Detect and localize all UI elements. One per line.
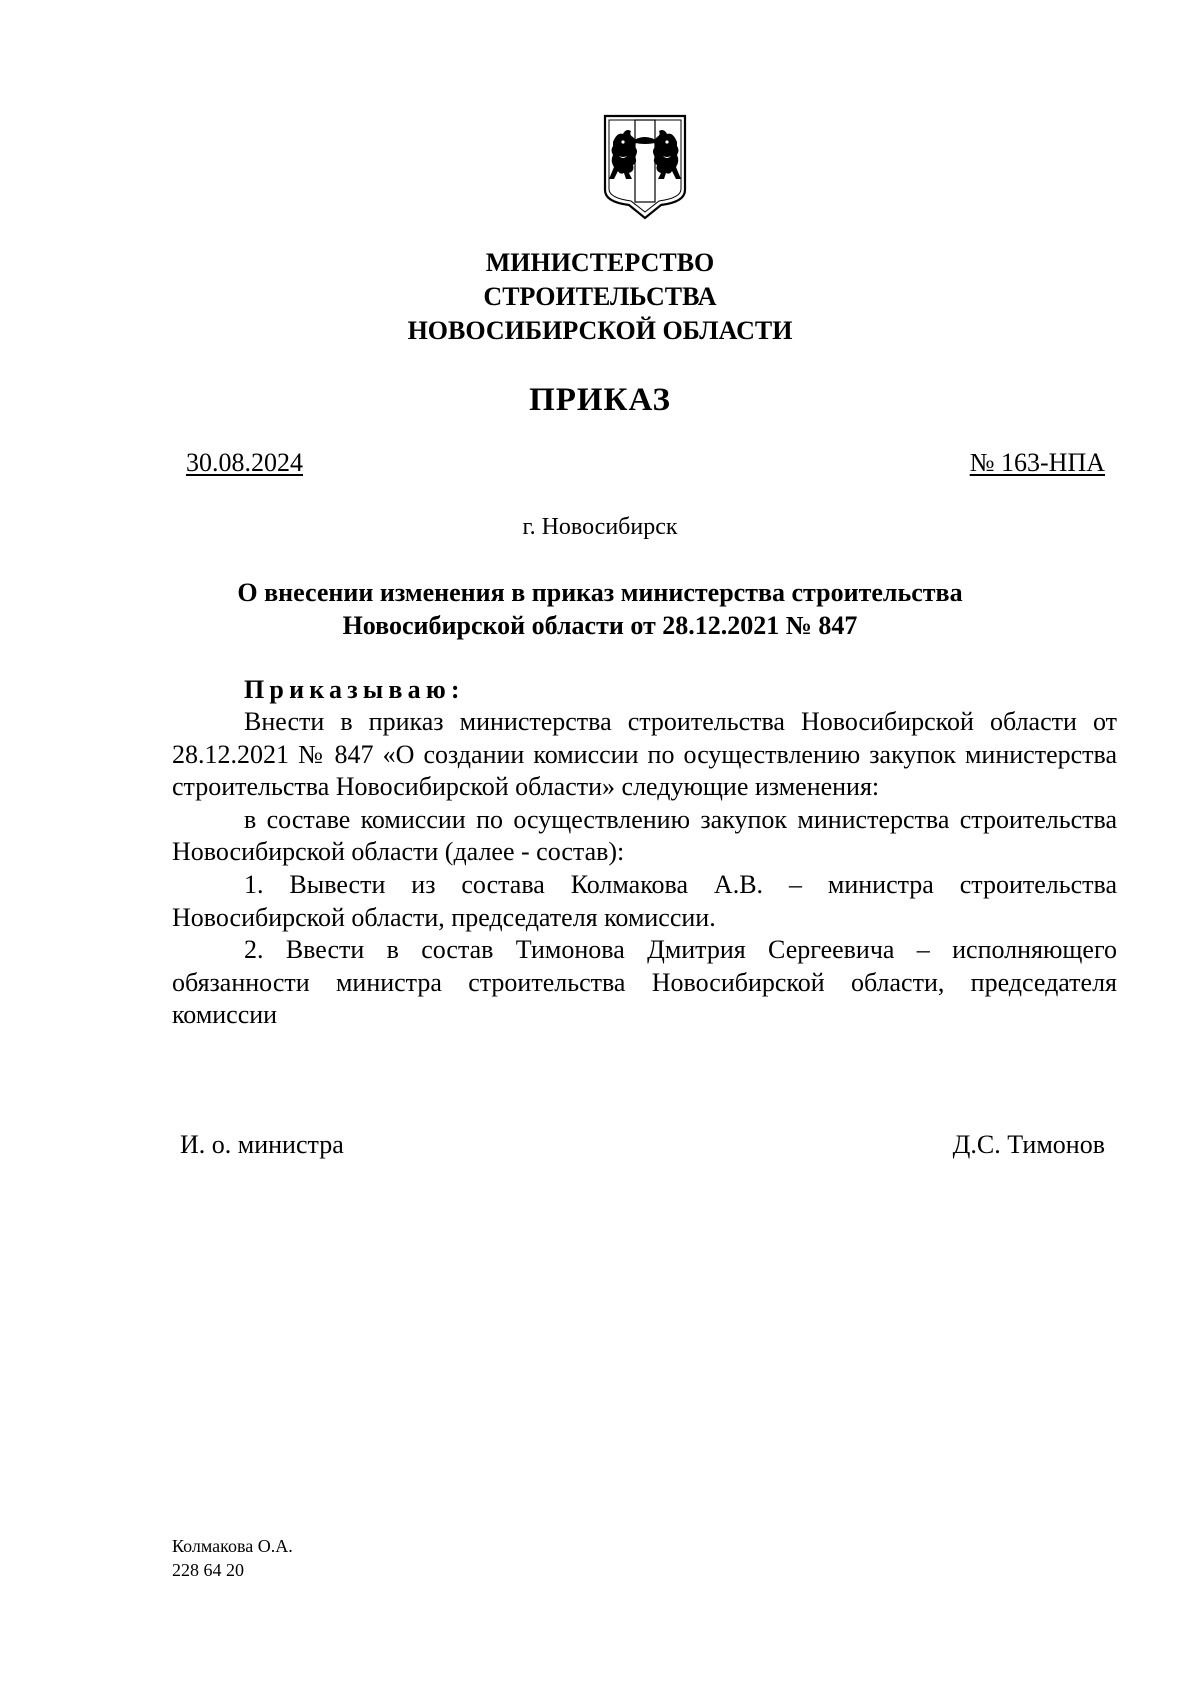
contact-name: Колмакова О.А. <box>172 1536 293 1556</box>
body-paragraph: 2. Ввести в состав Тимонова Дмитрия Сергеевича – исполняющего обязанности министра строительства Новосибирской области, председателя комиссии <box>172 935 1117 1030</box>
coat-of-arms-icon <box>601 112 689 222</box>
document-city: г. Новосибирск <box>522 514 678 540</box>
ministry-name-line-2: СТРОИТЕЛЬСТВА <box>483 282 717 311</box>
signer-name: Д.С. Тимонов <box>952 1130 1105 1159</box>
contact-phone: 228 64 20 <box>172 1560 244 1580</box>
body-paragraph: 1. Вывести из состава Колмакова А.В. – министра строительства Новосибирской области, председателя комиссии. <box>172 869 1117 932</box>
ministry-name-line-1: МИНИСТЕРСТВО <box>485 248 715 277</box>
document-date: 30.08.2024 <box>186 448 303 477</box>
order-heading: Приказываю: <box>244 675 465 704</box>
document-subject-line-1: О внесении изменения в приказ министерства строительства <box>237 578 963 607</box>
document-type: ПРИКАЗ <box>529 382 671 418</box>
body-paragraph: в составе комиссии по осуществлению закупок министерства строительства Новосибирской области (далее - состав): <box>172 804 1117 867</box>
document-body <box>172 706 1117 1032</box>
signer-title: И. о. министра <box>180 1130 344 1159</box>
document-number: № 163-НПА <box>969 448 1105 477</box>
ministry-name-line-3: НОВОСИБИРСКОЙ ОБЛАСТИ <box>407 316 793 345</box>
document-subject-line-2: Новосибирской области от 28.12.2021 № 847 <box>342 611 858 640</box>
body-paragraph: Внести в приказ министерства строительства Новосибирской области от 28.12.2021 № 847 «О создании комиссии по осуществлению закупок министерства строительства Новосибирской области» следующие изменения: <box>172 707 1117 802</box>
